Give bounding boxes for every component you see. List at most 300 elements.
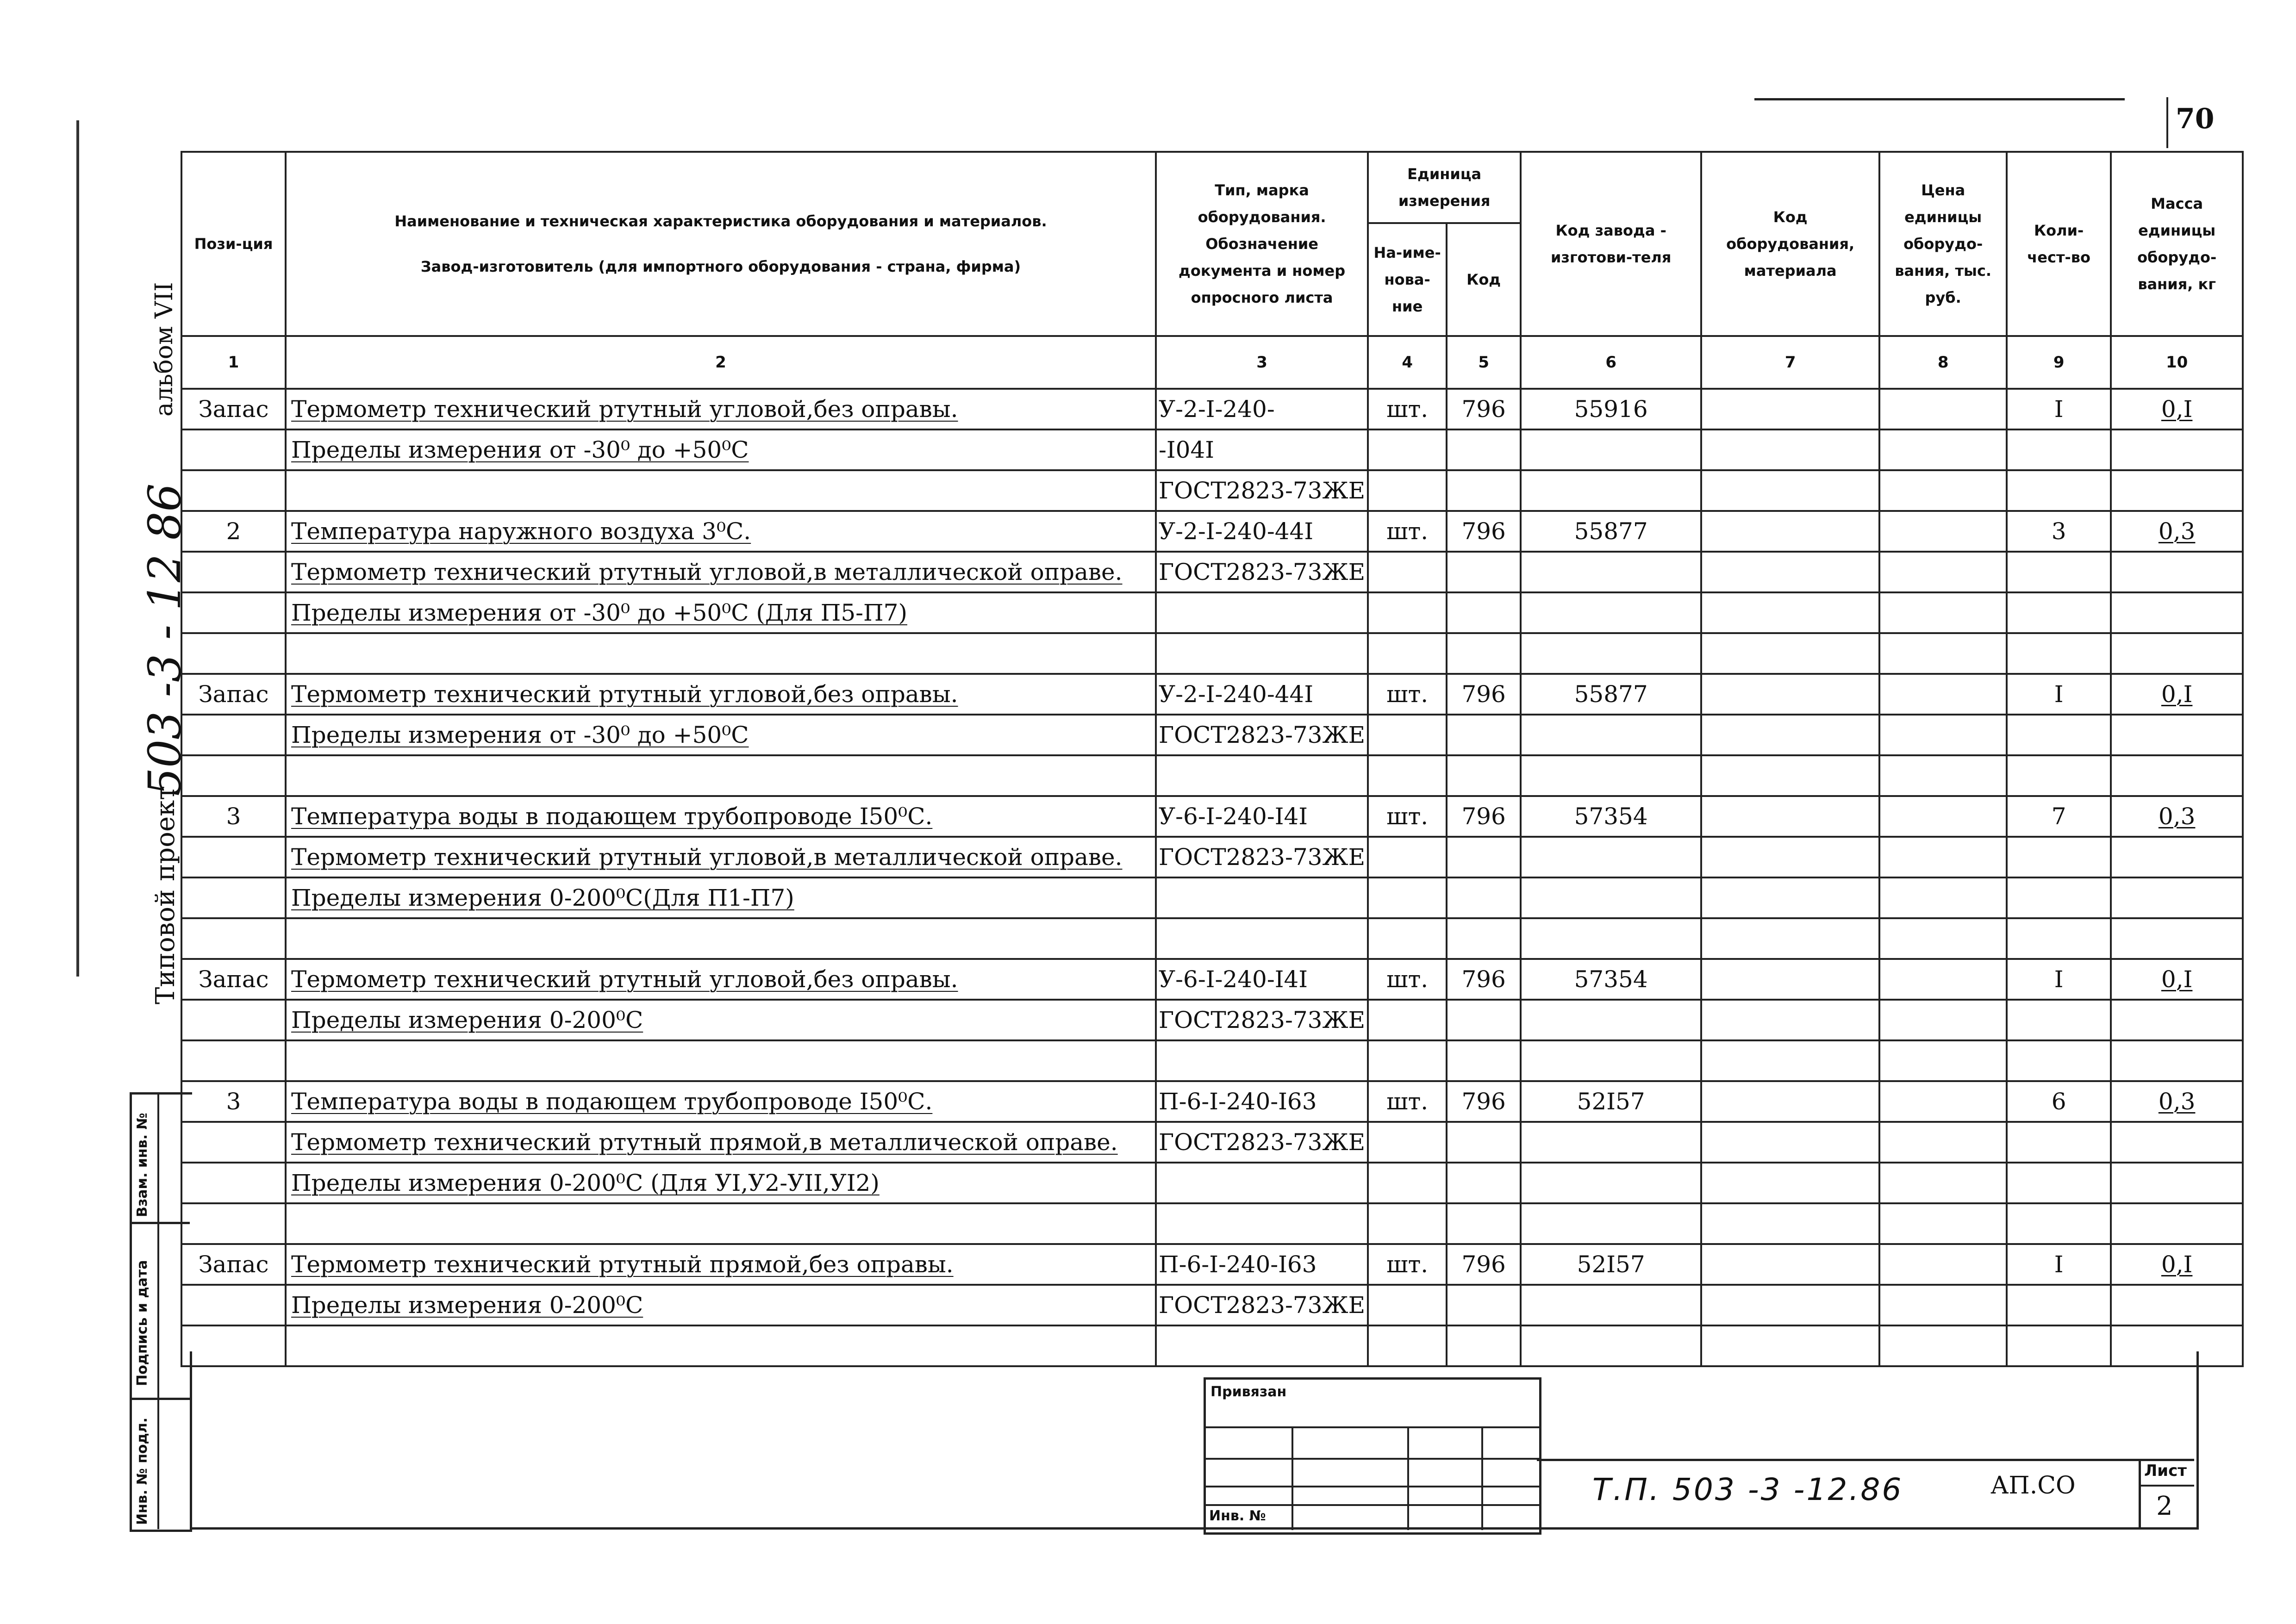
cell-mass	[2111, 511, 2243, 552]
cell-price	[1879, 1203, 2007, 1244]
stamp-column-divider	[157, 1092, 159, 1529]
cell-position: 3	[181, 1081, 286, 1122]
table-row	[181, 837, 2243, 877]
cell-factory-code: 52I57	[1521, 1244, 1701, 1285]
cell-unit-name	[1368, 918, 1447, 959]
table-row	[181, 1122, 2243, 1163]
cell-name: Термометр технический ртутный угловой,без оправы.	[286, 389, 1156, 429]
cell-price	[1879, 511, 2007, 552]
project-type-label: Типовой проект	[150, 785, 181, 1004]
cell-name: Пределы измерения 0-200⁰С(Для П1-П7)	[286, 877, 1156, 918]
cell-factory-code: 55916	[1521, 389, 1701, 429]
cell-mass	[2111, 1244, 2243, 1285]
cell-mass	[2111, 877, 2243, 918]
cell-equipment-code	[1701, 674, 1879, 715]
cell-position	[181, 470, 286, 511]
table-row	[181, 633, 2243, 674]
header-name-line1: Наименование и техническая характеристика оборудования и материалов.	[394, 212, 1047, 230]
cell-unit-code: 796	[1447, 674, 1521, 715]
cell-factory-code	[1521, 1040, 1701, 1081]
cell-unit-name	[1368, 1122, 1447, 1163]
cell-unit-code	[1447, 1040, 1521, 1081]
cell-mass	[2111, 715, 2243, 755]
table-row	[181, 1244, 2243, 1285]
cell-unit-name	[1368, 1040, 1447, 1081]
table-row	[181, 592, 2243, 633]
cell-mass	[2111, 470, 2243, 511]
table-row	[181, 1203, 2243, 1244]
table-row	[181, 511, 2243, 552]
cell-mass	[2111, 959, 2243, 1000]
cell-position	[181, 633, 286, 674]
sheet-divider	[2139, 1485, 2194, 1487]
cell-position: Запас	[181, 674, 286, 715]
cell-position	[181, 1203, 286, 1244]
stamp-divider	[130, 1398, 190, 1400]
cell-name: Термометр технический ртутный прямой,без оправы.	[286, 1244, 1156, 1285]
column-number: 3	[1156, 336, 1368, 389]
cell-name: Термометр технический ртутный угловой,без оправы.	[286, 959, 1156, 1000]
cell-name: Термометр технический ртутный прямой,в металлической оправе.	[286, 1122, 1156, 1163]
cell-name: Пределы измерения 0-200⁰С	[286, 1000, 1156, 1040]
cell-quantity	[2007, 1122, 2111, 1163]
cell-factory-code	[1521, 1163, 1701, 1203]
cell-quantity	[2007, 1000, 2111, 1040]
cell-equipment-code	[1701, 1000, 1879, 1040]
table-row	[181, 470, 2243, 511]
cell-unit-name	[1368, 715, 1447, 755]
cell-mass	[2111, 1203, 2243, 1244]
binding-grid-line	[1407, 1426, 1409, 1530]
cell-type-doc	[1156, 918, 1368, 959]
left-margin-line	[76, 120, 79, 977]
mass-value: 0,I	[2161, 681, 2193, 708]
cell-equipment-code	[1701, 1203, 1879, 1244]
column-number: 8	[1879, 336, 2007, 389]
cell-unit-code	[1447, 1203, 1521, 1244]
mass-value: 0,3	[2158, 803, 2196, 830]
mass-value: 0,I	[2161, 1251, 2193, 1278]
cell-position	[181, 1040, 286, 1081]
header-quantity: Коли-чест-во	[2007, 152, 2111, 336]
cell-position: Запас	[181, 389, 286, 429]
header-name-line2: Завод-изготовитель (для импортного оборудования - страна, фирма)	[420, 258, 1021, 275]
cell-unit-code: 796	[1447, 389, 1521, 429]
cell-mass	[2111, 918, 2243, 959]
cell-unit-code	[1447, 755, 1521, 796]
binding-grid-line	[1481, 1426, 1483, 1530]
cell-price	[1879, 877, 2007, 918]
cell-price	[1879, 552, 2007, 592]
cell-position: Запас	[181, 1244, 286, 1285]
cell-factory-code	[1521, 1122, 1701, 1163]
cell-quantity	[2007, 918, 2111, 959]
cell-type-doc: -I04I	[1156, 429, 1368, 470]
cell-mass	[2111, 1000, 2243, 1040]
cell-unit-code: 796	[1447, 1081, 1521, 1122]
cell-quantity	[2007, 552, 2111, 592]
cell-position	[181, 918, 286, 959]
cell-equipment-code	[1701, 755, 1879, 796]
table-row	[181, 429, 2243, 470]
section-code: АП.СО	[1990, 1472, 2076, 1500]
column-number: 10	[2111, 336, 2243, 389]
specification-rows	[181, 389, 2243, 1366]
cell-quantity: 7	[2007, 796, 2111, 837]
cell-quantity	[2007, 755, 2111, 796]
cell-unit-name: шт.	[1368, 1081, 1447, 1122]
cell-quantity: I	[2007, 389, 2111, 429]
cell-name: Пределы измерения от -30⁰ до +50⁰С	[286, 429, 1156, 470]
cell-equipment-code	[1701, 837, 1879, 877]
cell-quantity	[2007, 429, 2111, 470]
cell-unit-code	[1447, 918, 1521, 959]
cell-factory-code: 57354	[1521, 796, 1701, 837]
cell-name: Температура воды в подающем трубопроводе I50⁰С.	[286, 1081, 1156, 1122]
cell-unit-code: 796	[1447, 1244, 1521, 1285]
cell-type-doc: ГОСТ2823-73ЖЕ	[1156, 1122, 1368, 1163]
cell-mass	[2111, 429, 2243, 470]
cell-price	[1879, 1081, 2007, 1122]
cell-factory-code	[1521, 918, 1701, 959]
specification-table	[181, 151, 2244, 1367]
cell-mass	[2111, 592, 2243, 633]
cell-unit-code	[1447, 1285, 1521, 1325]
cell-position	[181, 1000, 286, 1040]
mass-value: 0,3	[2158, 518, 2196, 545]
cell-type-doc: ГОСТ2823-73ЖЕ	[1156, 470, 1368, 511]
mass-value: 0,I	[2161, 966, 2193, 993]
cell-type-doc: ГОСТ2823-73ЖЕ	[1156, 552, 1368, 592]
cell-equipment-code	[1701, 918, 1879, 959]
table-row	[181, 715, 2243, 755]
cell-name: Температура наружного воздуха 3⁰С.	[286, 511, 1156, 552]
cell-unit-name: шт.	[1368, 511, 1447, 552]
cell-quantity: 3	[2007, 511, 2111, 552]
cell-unit-code	[1447, 715, 1521, 755]
cell-factory-code	[1521, 633, 1701, 674]
table-row	[181, 1285, 2243, 1325]
cell-equipment-code	[1701, 1163, 1879, 1203]
cell-quantity	[2007, 1285, 2111, 1325]
stamp-signature-label: Подпись и дата	[134, 1260, 150, 1386]
table-row	[181, 552, 2243, 592]
cell-unit-name: шт.	[1368, 674, 1447, 715]
cell-factory-code	[1521, 429, 1701, 470]
cell-unit-code	[1447, 1000, 1521, 1040]
column-number: 7	[1701, 336, 1879, 389]
cell-price	[1879, 959, 2007, 1000]
document-code: Т.П. 503 -3 -12.86	[1592, 1472, 1903, 1507]
cell-unit-code	[1447, 592, 1521, 633]
cell-unit-code: 796	[1447, 511, 1521, 552]
stamp-inv-label: Инв. № подл.	[134, 1417, 150, 1525]
cell-equipment-code	[1701, 959, 1879, 1000]
table-row	[181, 877, 2243, 918]
column-number: 1	[181, 336, 286, 389]
page-corner-mark	[2166, 97, 2168, 148]
cell-price	[1879, 715, 2007, 755]
cell-type-doc: П-6-I-240-I63	[1156, 1244, 1368, 1285]
page-number: 70	[2176, 103, 2215, 135]
cell-type-doc	[1156, 755, 1368, 796]
cell-type-doc: У-2-I-240-44I	[1156, 511, 1368, 552]
cell-equipment-code	[1701, 470, 1879, 511]
cell-mass	[2111, 1081, 2243, 1122]
column-number: 9	[2007, 336, 2111, 389]
cell-factory-code	[1521, 837, 1701, 877]
cell-name: Термометр технический ртутный угловой,без оправы.	[286, 674, 1156, 715]
cell-price	[1879, 837, 2007, 877]
header-price: Цена единицы оборудо-вания, тыс. руб.	[1879, 152, 2007, 336]
cell-mass	[2111, 1040, 2243, 1081]
cell-quantity: I	[2007, 674, 2111, 715]
cell-mass	[2111, 389, 2243, 429]
cell-factory-code	[1521, 755, 1701, 796]
cell-quantity	[2007, 1040, 2111, 1081]
column-number: 2	[286, 336, 1156, 389]
cell-equipment-code	[1701, 511, 1879, 552]
cell-equipment-code	[1701, 552, 1879, 592]
cell-equipment-code	[1701, 1040, 1879, 1081]
cell-quantity	[2007, 877, 2111, 918]
album-label: альбом VII	[150, 282, 178, 417]
cell-mass	[2111, 674, 2243, 715]
sheet-number: 2	[2156, 1491, 2173, 1521]
cell-unit-name	[1368, 592, 1447, 633]
cell-position	[181, 1122, 286, 1163]
cell-type-doc: У-2-I-240-44I	[1156, 674, 1368, 715]
cell-quantity	[2007, 633, 2111, 674]
binding-grid-line	[1204, 1504, 1539, 1506]
header-equipment-code: Код оборудования, материала	[1701, 152, 1879, 336]
table-row	[181, 674, 2243, 715]
cell-price	[1879, 1285, 2007, 1325]
cell-unit-code	[1447, 877, 1521, 918]
cell-quantity: I	[2007, 1244, 2111, 1285]
cell-quantity	[2007, 592, 2111, 633]
inventory-label: Инв. №	[1209, 1508, 1266, 1524]
cell-quantity	[2007, 837, 2111, 877]
cell-unit-code	[1447, 429, 1521, 470]
cell-position: 3	[181, 796, 286, 837]
table-row	[181, 1000, 2243, 1040]
cell-position	[181, 592, 286, 633]
column-number: 5	[1447, 336, 1521, 389]
cell-type-doc	[1156, 877, 1368, 918]
cell-equipment-code	[1701, 429, 1879, 470]
cell-type-doc	[1156, 1203, 1368, 1244]
cell-type-doc	[1156, 1040, 1368, 1081]
cell-name	[286, 755, 1156, 796]
cell-name: Пределы измерения от -30⁰ до +50⁰С	[286, 715, 1156, 755]
cell-equipment-code	[1701, 796, 1879, 837]
cell-name	[286, 1203, 1156, 1244]
cell-type-doc: У-6-I-240-I4I	[1156, 796, 1368, 837]
cell-equipment-code	[1701, 592, 1879, 633]
cell-position	[181, 429, 286, 470]
cell-position	[181, 877, 286, 918]
header-type: Тип, марка оборудования. Обозначение документа и номер опросного листа	[1156, 152, 1368, 336]
cell-unit-code	[1447, 552, 1521, 592]
cell-type-doc	[1156, 633, 1368, 674]
cell-factory-code	[1521, 592, 1701, 633]
cell-position	[181, 1285, 286, 1325]
table-row	[181, 918, 2243, 959]
cell-name: Термометр технический ртутный угловой,в металлической оправе.	[286, 552, 1156, 592]
sheet-label: Лист	[2144, 1462, 2187, 1480]
column-number: 4	[1368, 336, 1447, 389]
table-row	[181, 1163, 2243, 1203]
cell-name	[286, 633, 1156, 674]
top-border-line	[1754, 98, 2125, 100]
cell-price	[1879, 633, 2007, 674]
cell-type-doc: ГОСТ2823-73ЖЕ	[1156, 837, 1368, 877]
cell-type-doc: ГОСТ2823-73ЖЕ	[1156, 1000, 1368, 1040]
cell-price	[1879, 389, 2007, 429]
cell-factory-code: 55877	[1521, 511, 1701, 552]
cell-price	[1879, 918, 2007, 959]
cell-unit-code: 796	[1447, 959, 1521, 1000]
header-mass: Масса единицы оборудо-вания, кг	[2111, 152, 2243, 336]
cell-type-doc	[1156, 1163, 1368, 1203]
cell-equipment-code	[1701, 633, 1879, 674]
header-name	[286, 152, 1156, 336]
column-number: 6	[1521, 336, 1701, 389]
cell-equipment-code	[1701, 389, 1879, 429]
binding-divider	[1204, 1426, 1539, 1428]
cell-mass	[2111, 796, 2243, 837]
cell-unit-code	[1447, 837, 1521, 877]
cell-unit-name	[1368, 1163, 1447, 1203]
cell-quantity	[2007, 1203, 2111, 1244]
cell-position	[181, 755, 286, 796]
cell-position	[181, 715, 286, 755]
cell-price	[1879, 592, 2007, 633]
cell-price	[1879, 1122, 2007, 1163]
header-unit-code: Код	[1447, 223, 1521, 336]
cell-factory-code	[1521, 1000, 1701, 1040]
header-unit-group: Единица измерения	[1368, 152, 1521, 223]
cell-type-doc: П-6-I-240-I63	[1156, 1081, 1368, 1122]
cell-mass	[2111, 837, 2243, 877]
cell-equipment-code	[1701, 1244, 1879, 1285]
cell-factory-code	[1521, 715, 1701, 755]
cell-unit-code	[1447, 1122, 1521, 1163]
cell-unit-name	[1368, 633, 1447, 674]
cell-unit-name	[1368, 1285, 1447, 1325]
header-factory-code: Код завода - изготови-теля	[1521, 152, 1701, 336]
cell-factory-code	[1521, 877, 1701, 918]
cell-factory-code: 52I57	[1521, 1081, 1701, 1122]
table-row	[181, 1040, 2243, 1081]
cell-equipment-code	[1701, 877, 1879, 918]
cell-price	[1879, 1000, 2007, 1040]
cell-mass	[2111, 755, 2243, 796]
binding-grid-line	[1204, 1486, 1539, 1487]
cell-unit-name	[1368, 470, 1447, 511]
table-row	[181, 389, 2243, 429]
cell-mass	[2111, 1122, 2243, 1163]
cell-unit-code	[1447, 633, 1521, 674]
cell-equipment-code	[1701, 1122, 1879, 1163]
cell-quantity	[2007, 470, 2111, 511]
cell-name: Пределы измерения 0-200⁰С	[286, 1285, 1156, 1325]
cell-factory-code	[1521, 552, 1701, 592]
cell-factory-code	[1521, 1203, 1701, 1244]
cell-name: Термометр технический ртутный угловой,в металлической оправе.	[286, 837, 1156, 877]
table-row	[181, 1081, 2243, 1122]
binding-grid-line	[1204, 1458, 1539, 1460]
table-row	[181, 796, 2243, 837]
mass-value: 0,I	[2161, 396, 2193, 423]
cell-unit-name: шт.	[1368, 1244, 1447, 1285]
cell-price	[1879, 470, 2007, 511]
cell-position	[181, 837, 286, 877]
cell-price	[1879, 674, 2007, 715]
cell-price	[1879, 1244, 2007, 1285]
cell-unit-name	[1368, 1203, 1447, 1244]
cell-factory-code: 55877	[1521, 674, 1701, 715]
cell-position: 2	[181, 511, 286, 552]
title-block-line	[1537, 1459, 2194, 1461]
cell-unit-code	[1447, 1163, 1521, 1203]
cell-name	[286, 1040, 1156, 1081]
cell-quantity	[2007, 715, 2111, 755]
cell-type-doc: У-2-I-240-	[1156, 389, 1368, 429]
cell-mass	[2111, 552, 2243, 592]
cell-quantity: I	[2007, 959, 2111, 1000]
cell-factory-code	[1521, 1285, 1701, 1325]
cell-unit-name: шт.	[1368, 959, 1447, 1000]
cell-price	[1879, 1163, 2007, 1203]
cell-unit-name	[1368, 552, 1447, 592]
cell-position	[181, 1163, 286, 1203]
cell-unit-name	[1368, 1000, 1447, 1040]
cell-unit-name: шт.	[1368, 796, 1447, 837]
cell-unit-name	[1368, 755, 1447, 796]
binding-label: Привязан	[1210, 1384, 1287, 1400]
cell-type-doc	[1156, 592, 1368, 633]
table-row	[181, 755, 2243, 796]
mass-value: 0,3	[2158, 1088, 2196, 1115]
cell-position	[181, 552, 286, 592]
cell-price	[1879, 1040, 2007, 1081]
cell-type-doc: ГОСТ2823-73ЖЕ	[1156, 715, 1368, 755]
cell-type-doc: У-6-I-240-I4I	[1156, 959, 1368, 1000]
cell-equipment-code	[1701, 1285, 1879, 1325]
cell-name: Пределы измерения от -30⁰ до +50⁰С (Для П5-П7)	[286, 592, 1156, 633]
cell-quantity	[2007, 1163, 2111, 1203]
cell-price	[1879, 755, 2007, 796]
header-position: Пози-ция	[181, 152, 286, 336]
cell-type-doc: ГОСТ2823-73ЖЕ	[1156, 1285, 1368, 1325]
cell-position: Запас	[181, 959, 286, 1000]
cell-mass	[2111, 633, 2243, 674]
stamp-vzam-label: Взам. инв. №	[134, 1113, 150, 1217]
handwritten-project-code: 503 -3 - 12 86	[139, 483, 191, 796]
cell-factory-code	[1521, 470, 1701, 511]
cell-price	[1879, 796, 2007, 837]
cell-name: Температура воды в подающем трубопроводе I50⁰С.	[286, 796, 1156, 837]
cell-unit-code: 796	[1447, 796, 1521, 837]
cell-name: Пределы измерения 0-200⁰С (Для УI,У2-УII,УI2)	[286, 1163, 1156, 1203]
cell-unit-name: шт.	[1368, 389, 1447, 429]
cell-unit-name	[1368, 837, 1447, 877]
cell-unit-code	[1447, 470, 1521, 511]
cell-name	[286, 470, 1156, 511]
cell-mass	[2111, 1285, 2243, 1325]
